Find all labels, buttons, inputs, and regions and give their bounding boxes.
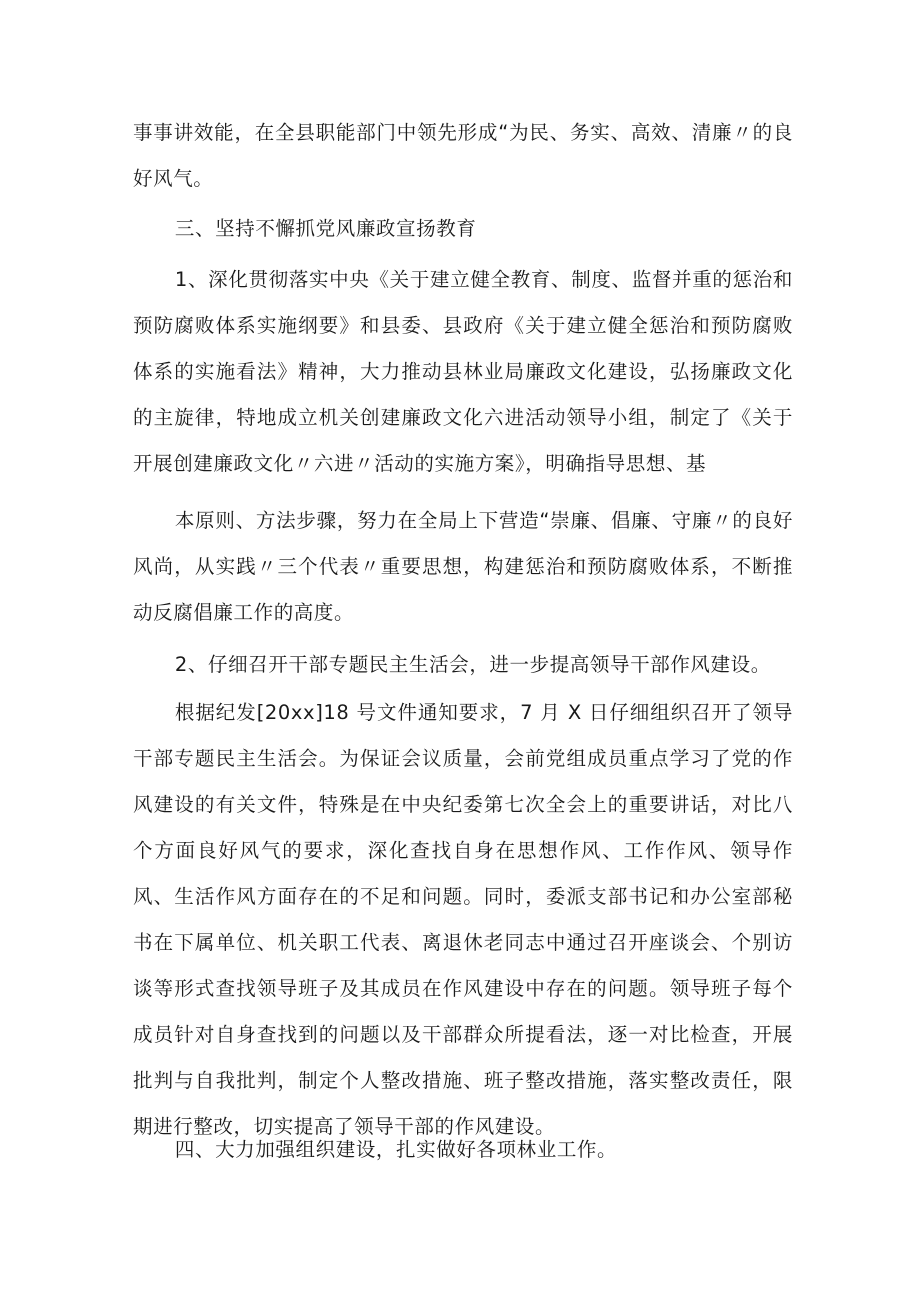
paragraph-efficiency: 事事讲效能，在全县职能部门中领先形成“为民、务实、高效、清廉〃的良好风气。 bbox=[133, 121, 793, 190]
section-heading-three: 三、坚持不懈抓党风廉政宣扬教育 bbox=[174, 217, 477, 240]
paragraph-principles: 本原则、方法步骤，努力在全局上下营造“崇廉、倡廉、守廉〃的良好风尚，从实践〃三个代表〃重要思想，构建惩治和预防腐败体系，不断推动反腐倡廉工作的高度。 bbox=[133, 509, 793, 624]
section-heading-four: 四、大力加强组织建设，扎实做好各项林业工作。 bbox=[174, 1138, 618, 1161]
subheading-democratic-meeting: 2、仔细召开干部专题民主生活会，进一步提高领导干部作风建设。 bbox=[174, 653, 771, 676]
paragraph-meeting-details: 根据纪发[20xx]18 号文件通知要求，7 月 X 日仔细组织召开了领导干部专题民主生活会。为保证会议质量，会前党组成员重点学习了党的作风建设的有关文件，特殊是在中央纪委第七次全会上的重要讲话，对比八个方面良好风气的要求，深化查找自身在思想作风、工作作风、领导作风、生活作风方面存在的不足和问题。同时，委派支部书记和办公室部秘书在下属单位、机关职工代表、离退休老同志中通过召开座谈会、个别访谈等形式查找领导班子及其成员在作风建设中存在的问题。领导班子每个成员针对自身查找到的问题以及干部群众所提看法，逐一对比检查，开展批判与自我批判，制定个人整改措施、班子整改措施，落实整改责任，限期进行整改，切实提高了领导干部的作风建设。 bbox=[133, 701, 793, 1138]
paragraph-anti-corruption-culture: 1、深化贯彻落实中央《关于建立健全教育、制度、监督并重的惩治和预防腐败体系实施纲要》和县委、县政府《关于建立健全惩治和预防腐败体系的实施看法》精神，大力推动县林业局廉政文化建设，弘扬廉政文化的主旋律，特地成立机关创建廉政文化六进活动领导小组，制定了《关于开展创建廉政文化〃六进〃活动的实施方案》，明确指导思想、基 bbox=[133, 268, 793, 475]
